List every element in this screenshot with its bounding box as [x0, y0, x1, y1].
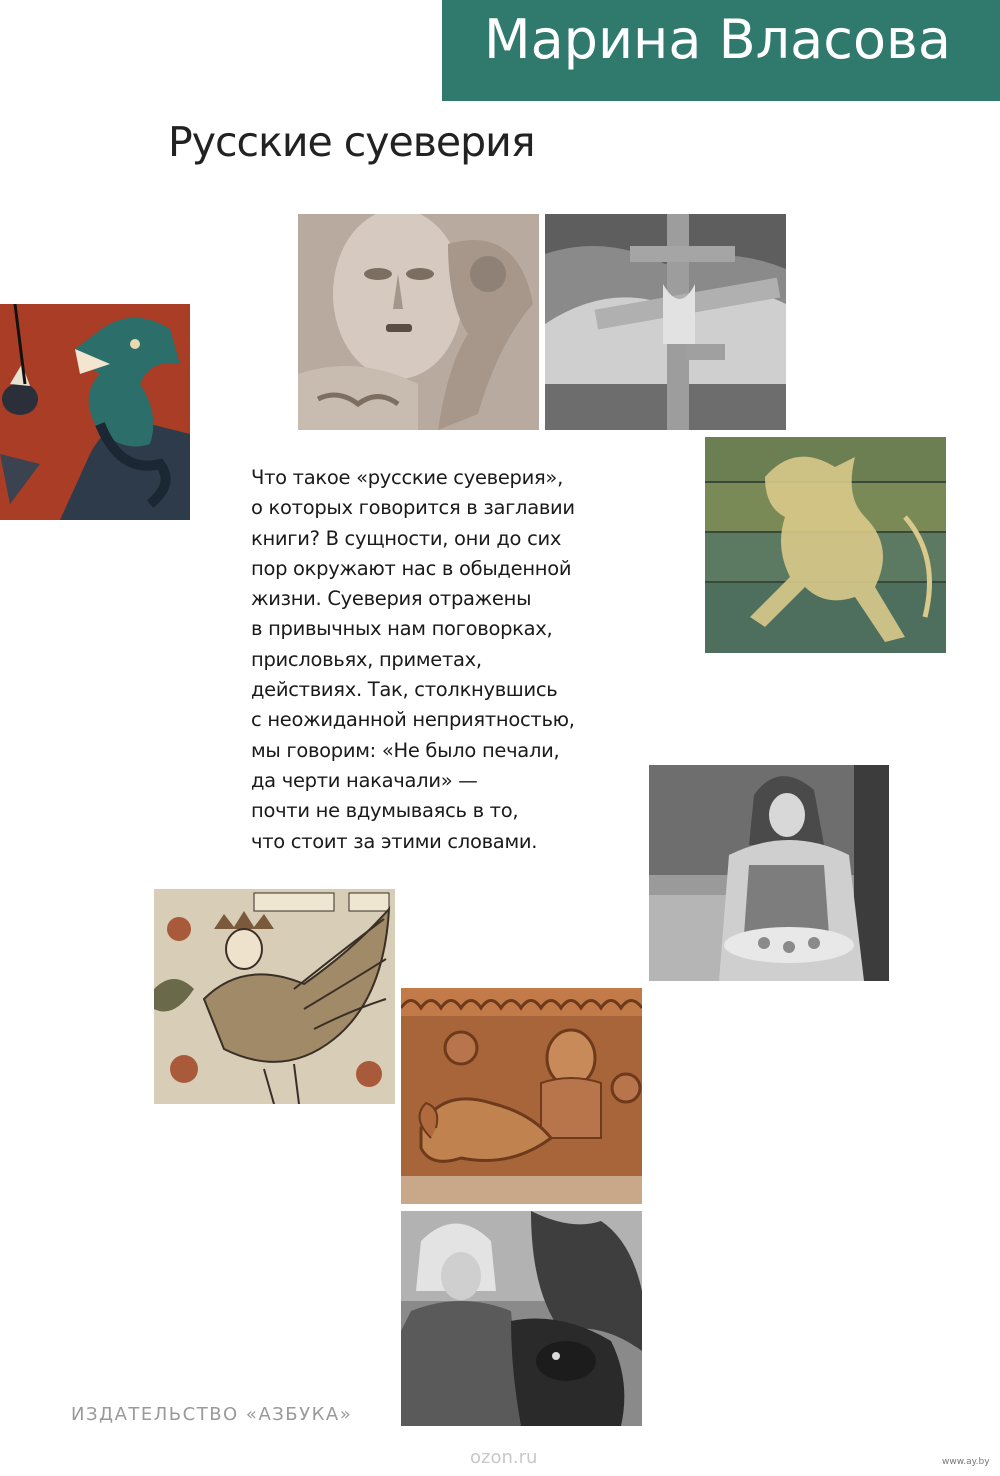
description-line: действиях. Так, столкнувшись	[251, 678, 558, 702]
description-line: мы говорим: «Не было печали,	[251, 738, 560, 762]
description-line: пор окружают нас в обыденной	[251, 556, 572, 580]
description-line: почти не вдумываясь в то,	[251, 799, 519, 823]
description-line: книги? В сущности, они до сих	[251, 526, 562, 550]
carved-mermaid-image	[401, 988, 642, 1204]
description-line: да черти накачали» —	[251, 768, 478, 792]
description-line: с неожиданной неприятностью,	[251, 708, 575, 732]
description-line: что стоит за этими словами.	[251, 829, 538, 853]
author-name: Марина Власова	[484, 8, 951, 71]
sirin-bird-print-image	[154, 889, 395, 1104]
old-woman-image	[649, 765, 889, 981]
description-line: Что такое «русские суеверия»,	[251, 466, 563, 489]
painted-horse-image	[705, 437, 946, 653]
book-description	[251, 463, 671, 857]
description-line: в привычных нам поговорках,	[251, 617, 553, 641]
woman-with-cow-image	[401, 1211, 642, 1426]
description-line: о которых говорится в заглавии	[251, 496, 575, 520]
carved-face-image	[298, 214, 539, 430]
painted-dragon-image	[0, 304, 190, 520]
ozon-watermark: ozon.ru	[470, 1447, 538, 1468]
description-line: жизни. Суеверия отражены	[251, 587, 532, 611]
publisher-name: ИЗДАТЕЛЬСТВО «АЗБУКА»	[71, 1404, 353, 1425]
description-line: присловьях, приметах,	[251, 647, 482, 671]
book-title: Русские суеверия	[168, 118, 535, 166]
wooden-cross-image	[545, 214, 786, 430]
ay-watermark: www.ay.by	[942, 1457, 990, 1467]
